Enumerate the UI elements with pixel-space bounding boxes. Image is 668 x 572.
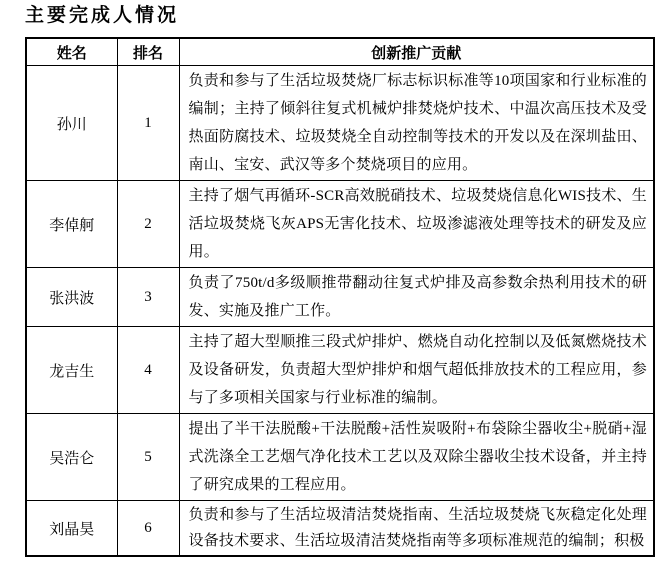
table-row bbox=[26, 181, 654, 268]
completer-rank: 2 bbox=[117, 181, 179, 268]
page-title: 主要完成人情况 bbox=[25, 5, 180, 26]
completer-name: 张洪波 bbox=[26, 268, 117, 327]
completer-name: 孙川 bbox=[26, 66, 117, 181]
completer-contribution: 提出了半干法脱酸+干法脱酸+活性炭吸附+布袋除尘器收尘+脱硝+湿式洗涤全工艺烟气净化技术工艺以及双除尘器收尘技术设备，并主持了研究成果的工程应用。 bbox=[179, 414, 654, 501]
completers-table bbox=[25, 37, 655, 557]
column-header-contribution: 创新推广贡献 bbox=[179, 38, 654, 66]
completer-rank: 1 bbox=[117, 66, 179, 181]
completer-contribution: 负责和参与了生活垃圾焚烧厂标志标识标准等10项国家和行业标准的编制；主持了倾斜往复式机械炉排焚烧炉技术、中温次高压技术及受热面防腐技术、垃圾焚烧全自动控制等技术的开发以及在深圳盐田、南山、宝安、武汉等多个焚烧项目的应用。 bbox=[179, 66, 654, 181]
completer-contribution: 主持了超大型顺推三段式炉排炉、燃烧自动化控制以及低氮燃烧技术及设备研发，负责超大型炉排炉和烟气超低排放技术的工程应用，参与了多项相关国家与行业标准的编制。 bbox=[179, 327, 654, 414]
completer-contribution: 负责了750t/d多级顺推带翻动往复式炉排及高参数余热利用技术的研发、实施及推广工作。 bbox=[179, 268, 654, 327]
completer-contribution: 负责和参与了生活垃圾清洁焚烧指南、生活垃圾焚烧飞灰稳定化处理设备技术要求、生活垃圾清洁焚烧指南等多项标准规范的编制；积极 bbox=[179, 501, 654, 557]
completer-name: 龙吉生 bbox=[26, 327, 117, 414]
table-row bbox=[26, 268, 654, 327]
table-row bbox=[26, 327, 654, 414]
completer-name: 刘晶昊 bbox=[26, 501, 117, 557]
completer-rank: 4 bbox=[117, 327, 179, 414]
completer-rank: 3 bbox=[117, 268, 179, 327]
completer-rank: 5 bbox=[117, 414, 179, 501]
completer-rank: 6 bbox=[117, 501, 179, 557]
column-header-name: 姓名 bbox=[26, 38, 117, 66]
table-row bbox=[26, 414, 654, 501]
column-header-rank: 排名 bbox=[117, 38, 179, 66]
completer-name: 吴浩仑 bbox=[26, 414, 117, 501]
table-row bbox=[26, 501, 654, 557]
completer-contribution: 主持了烟气再循环-SCR高效脱硝技术、垃圾焚烧信息化WIS技术、生活垃圾焚烧飞灰APS无害化技术、垃圾渗滤液处理等技术的研发及应用。 bbox=[179, 181, 654, 268]
completer-name: 李倬舸 bbox=[26, 181, 117, 268]
table-header-row bbox=[26, 38, 654, 66]
table-row bbox=[26, 66, 654, 181]
